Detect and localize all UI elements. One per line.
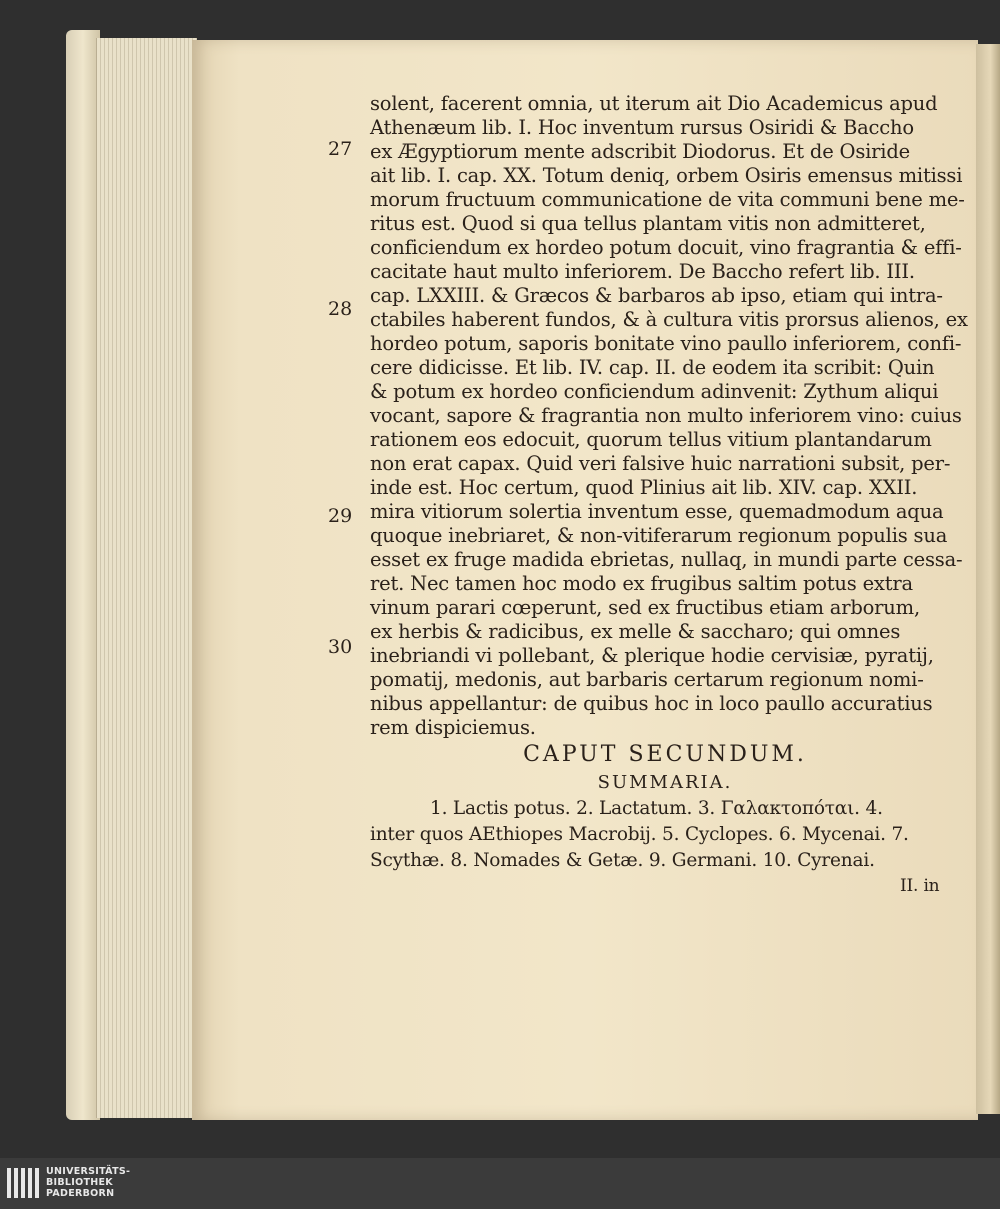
text-line: quoque inebriaret, & non-vitiferarum regionum populis sua [370, 524, 948, 547]
page-right-edge [976, 44, 1000, 1114]
text-line: rationem eos edocuit, quorum tellus vitium plantandarum [370, 428, 932, 451]
library-name-line: UNIVERSITÄTS- [46, 1166, 131, 1177]
text-line: cap. LXXIII. & Græcos & barbaros ab ipso, etiam qui intra- [370, 284, 943, 307]
text-line: conficiendum ex hordeo potum docuit, vino fragrantia & effi- [370, 236, 962, 259]
text-line: ctabiles haberent fundos, & à cultura vitis prorsus alienos, ex [370, 308, 968, 331]
text-line: & potum ex hordeo conficiendum adinvenit: Zythum aliqui [370, 380, 939, 403]
text-line: rem dispiciemus. [370, 716, 536, 739]
margin-number: 27 [328, 138, 353, 160]
text-line: inebriandi vi pollebant, & plerique hodie cervisiæ, pyratij, [370, 644, 934, 667]
text-line: ex Ægyptiorum mente adscribit Diodorus. Et de Osiride [370, 140, 910, 163]
library-name-line: PADERBORN [46, 1188, 115, 1199]
margin-number: 28 [328, 298, 353, 320]
summary-heading: SUMMARIA. [597, 772, 733, 793]
book-spine-edge [66, 30, 100, 1120]
text-line: esset ex fruge madida ebrietas, nullaq, in mundi parte cessa- [370, 548, 963, 571]
text-line: vocant, sapore & fragrantia non multo inferiorem vino: cuius [370, 404, 962, 427]
footer-bar [0, 1158, 1000, 1209]
text-line: ritus est. Quod si qua tellus plantam vitis non admitteret, [370, 212, 926, 235]
summary-line: inter quos AEthiopes Macrobij. 5. Cyclopes. 6. Mycenai. 7. [370, 824, 909, 845]
text-line: solent, facerent omnia, ut iterum ait Dio Academicus apud [370, 92, 938, 115]
page-stack [96, 38, 197, 1118]
library-logo-icon [6, 1166, 40, 1200]
text-line: nibus appellantur: de quibus hoc in loco paullo accuratius [370, 692, 933, 715]
catchword: II. in [900, 876, 940, 896]
text-line: cere didicisse. Et lib. IV. cap. II. de eodem ita scribit: Quin [370, 356, 935, 379]
text-line: mira vitiorum solertia inventum esse, quemadmodum aqua [370, 500, 944, 523]
text-line: cacitate haut multo inferiorem. De Baccho refert lib. III. [370, 260, 915, 283]
chapter-heading: CAPUT SECUNDUM. [523, 742, 807, 767]
summary-line: Scythæ. 8. Nomades & Getæ. 9. Germani. 10. Cyrenai. [370, 850, 875, 871]
text-line: non erat capax. Quid veri falsive huic narrationi subsit, per- [370, 452, 951, 475]
text-line: Athenæum lib. I. Hoc inventum rursus Osiridi & Baccho [370, 116, 914, 139]
margin-number: 30 [328, 636, 353, 658]
text-line: ex herbis & radicibus, ex melle & saccharo; qui omnes [370, 620, 901, 643]
text-line: hordeo potum, saporis bonitate vino paullo inferiorem, confi- [370, 332, 962, 355]
margin-number: 29 [328, 505, 353, 527]
summary-line: 1. Lactis potus. 2. Lactatum. 3. Γαλακτοπόται. 4. [430, 798, 883, 819]
text-line: ret. Nec tamen hoc modo ex frugibus saltim potus extra [370, 572, 913, 595]
library-name-line: BIBLIOTHEK [46, 1177, 113, 1188]
text-line: pomatij, medonis, aut barbaris certarum regionum nomi- [370, 668, 924, 691]
text-line: inde est. Hoc certum, quod Plinius ait lib. XIV. cap. XXII. [370, 476, 918, 499]
library-name [46, 1166, 130, 1199]
text-line: morum fructuum communicatione de vita communi bene me- [370, 188, 965, 211]
text-line: ait lib. I. cap. XX. Totum deniq, orbem Osiris emensus mitissi [370, 164, 963, 187]
text-line: vinum parari cœperunt, sed ex fructibus etiam arborum, [370, 596, 920, 619]
